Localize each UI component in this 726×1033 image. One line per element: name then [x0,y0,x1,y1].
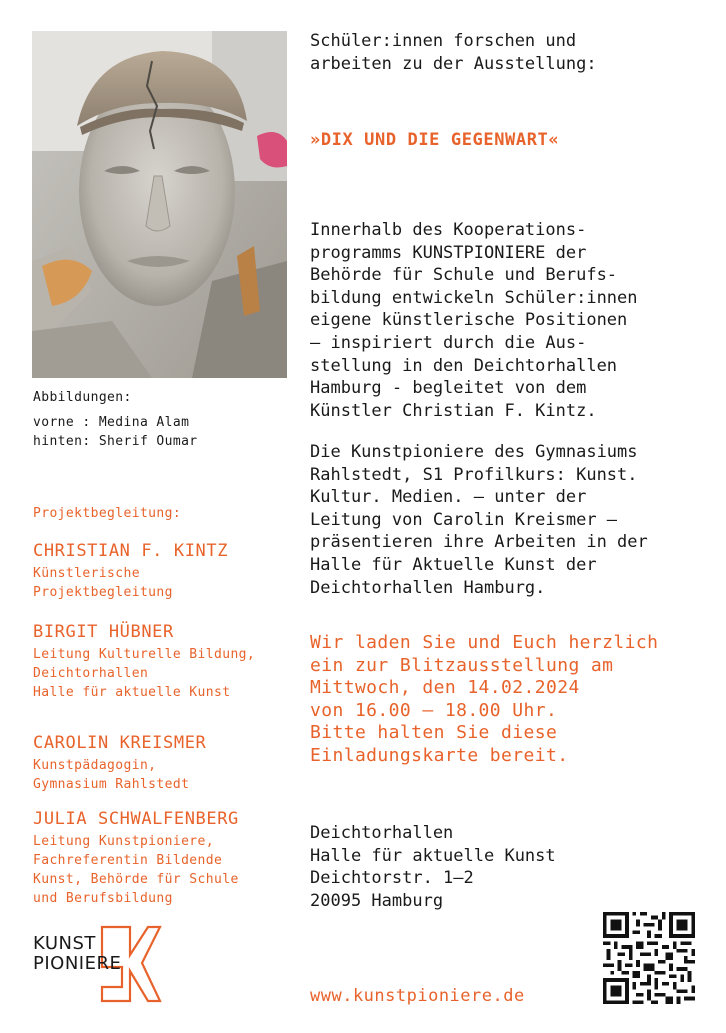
person-entry [33,732,206,794]
person-name: BIRGIT HÜBNER [33,622,174,642]
venue-address: Deichtorhallen Halle für aktuelle Kunst Deichtorstr. 1–2 20095 Hamburg [310,823,556,911]
person-entry [33,808,239,908]
logo-wordmark [33,934,121,974]
image-credits [33,388,198,451]
person-role: Leitung Kunstpioniere, Fachreferentin Bildende Kunst, Behörde für Schule und Berufsbildung [33,834,239,906]
program-description: Innerhalb des Kooperations- programms KUNSTPIONIERE der Behörde für Schule und Berufs- bildung entwickeln Schüler:innen eigene künstlerische Positionen – inspiriert durch die Aus- stellung in den Deichtorhallen Hamburg - begleitet von dem Künstler Christian F. Kintz. [310,220,638,421]
person-name: JULIA SCHWALFENBERG [33,809,239,829]
clay-face-sculpture-image [32,31,287,378]
person-name: CHRISTIAN F. KINTZ [33,541,229,561]
logo-line1: KUNST [33,933,96,954]
person-role: Leitung Kulturelle Bildung, Deichtorhallen Halle für aktuelle Kunst [33,647,256,700]
person-role: Kunstpädagogin, Gymnasium Rahlstedt [33,758,190,792]
exhibition-title: »DIX UND DIE GEGENWART« [310,130,560,150]
intro-text: Schüler:innen forschen und arbeiten zu der Ausstellung: [310,31,597,74]
logo-line2: PIONIERE [33,953,122,974]
school-description: Die Kunstpioniere des Gymnasiums Rahlstedt, S1 Profilkurs: Kunst. Kultur. Medien. – unter der Leitung von Carolin Kreismer – präsentieren ihre Arbeiten in der Halle für Aktuelle Kunst der Deichtorhallen Hamburg. [310,442,648,598]
credit-back: hinten: Sherif Oumar [33,434,198,449]
person-role: Künstlerische Projektbegleitung [33,566,173,600]
qr-code-icon[interactable] [603,912,695,1004]
person-entry [33,621,255,702]
sculpture-photo [32,31,287,378]
project-support-heading: Projektbegleitung: [33,506,182,521]
person-entry [33,540,228,602]
invitation-text: Wir laden Sie und Euch herzlich ein zur Blitzausstellung am Mittwoch, den 14.02.2024 von 16.00 – 18.00 Uhr. Bitte halten Sie diese Einladungskarte bereit. [310,632,659,766]
person-name: CAROLIN KREISMER [33,733,207,753]
credits-heading: Abbildungen: [33,390,132,405]
website-link[interactable]: www.kunstpioniere.de [310,986,525,1006]
credit-front: vorne : Medina Alam [33,415,190,430]
